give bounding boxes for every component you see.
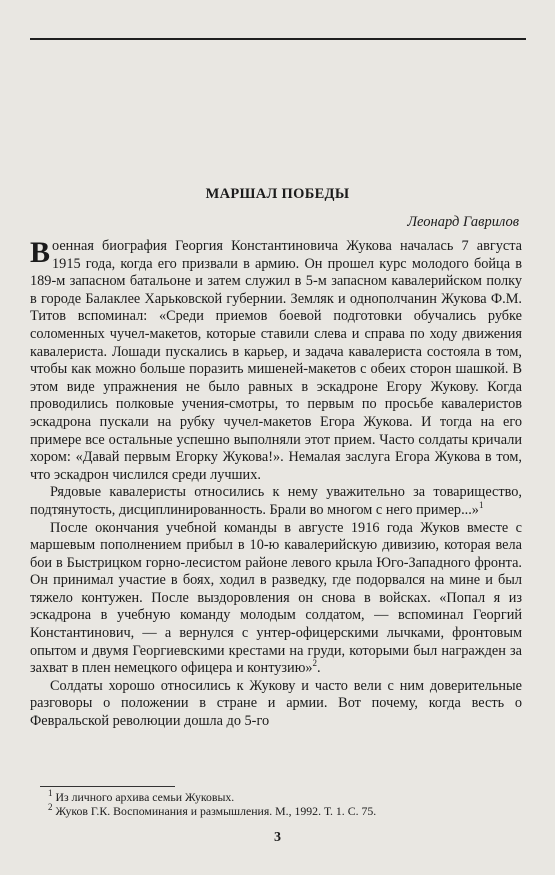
drop-cap: В [30,236,51,269]
paragraph-1-text: оенная биография Георгия Константиновича Жукова началась 7 августа 1915 года, когда его призвали в армию. Он прошел курс молодого бойца в 189-м запасном батальоне и затем служил в 5-м запасном кавалерийском полку в городе Балаклее Харьковской губернии. Земляк и однополчанин Жукова Ф.М. Титов вспоминал: «Среди приемов боевой подготовки обучались рубке соломенных чучел-макетов, которые ставили слева и справа по ходу движения кавалериста. Лошади пускались в карьер, и задача кавалериста состояла в том, чтобы как можно больше поразить мишеней-макетов с обеих сторон шашкой. В этом виде упражнения не было равных в эскадроне Егору Жукову. Когда проводились полковые учения-смотры, то первым по просьбе кавалеристов эскадрона пускали на рубку чучел-макетов Егора Жукова. И тогда на его примере все остальные успешно выполняли этот прием. Часто солдаты кричали хором: «Давай первым Егорку Жукова!». Немалая заслуга Егора Жукова в том, что эскадрон числился среди лучших. [30,238,522,483]
footnote-ref-2[interactable]: 2 [312,658,318,669]
paragraph-2 [30,484,522,519]
footnote-number: 1 [48,788,53,799]
footnote-number: 2 [48,802,53,813]
page-number: 3 [274,830,281,845]
footnote-ref-1[interactable]: 1 [478,500,484,511]
paragraph-4-text: Солдаты хорошо относились к Жукову и часто вели с ним доверительные разговоры о положении в стране и армии. Вот почему, когда весть о Февральской революции дошла до 5-го [30,677,522,730]
chapter-title: МАРШАЛ ПОБЕДЫ [205,186,350,202]
paragraph-3-tail: . [317,660,321,677]
paragraph-3 [30,520,522,678]
body-text [30,238,522,731]
footnotes [48,790,518,818]
author-name: Леонард Гаврилов [407,214,519,230]
footnote-1 [48,790,518,804]
paragraph-3-text: После окончания учебной команды в августе 1916 года Жуков вместе с маршевым пополнением прибыл в 10-ю кавалерийскую дивизию, которая вела бои в Быстрицком горно-лесистом районе левого крыла Юго-Западного фронта. Он принимал участие в боях, ходил в разведку, где подорвался на мине и был тяжело контужен. После выздоровления он снова в войсках. «Попал я из эскадрона в учебную команду молодым солдатом, — вспоминал Георгий Константинович, — а вернулся с унтер-офицерскими лычками, фронтовым опытом и двумя Георгиевскими крестами на груди, которыми был награжден за захват в плен немецкого офицера и контузию» [30,519,522,677]
footnote-2 [48,804,518,818]
top-rule [30,38,526,40]
footnote-text: Из личного архива семьи Жуковых. [55,790,235,804]
paragraph-1 [30,238,522,484]
paragraph-4 [30,678,522,731]
footnote-divider [40,786,175,787]
footnote-text: Жуков Г.К. Воспоминания и размышления. М., 1992. Т. 1. С. 75. [55,804,377,818]
paragraph-2-text: Рядовые кавалеристы относились к нему уважительно за товарищество, подтянутость, дисциплинированность. Брали во многом с него пример...» [30,484,522,518]
